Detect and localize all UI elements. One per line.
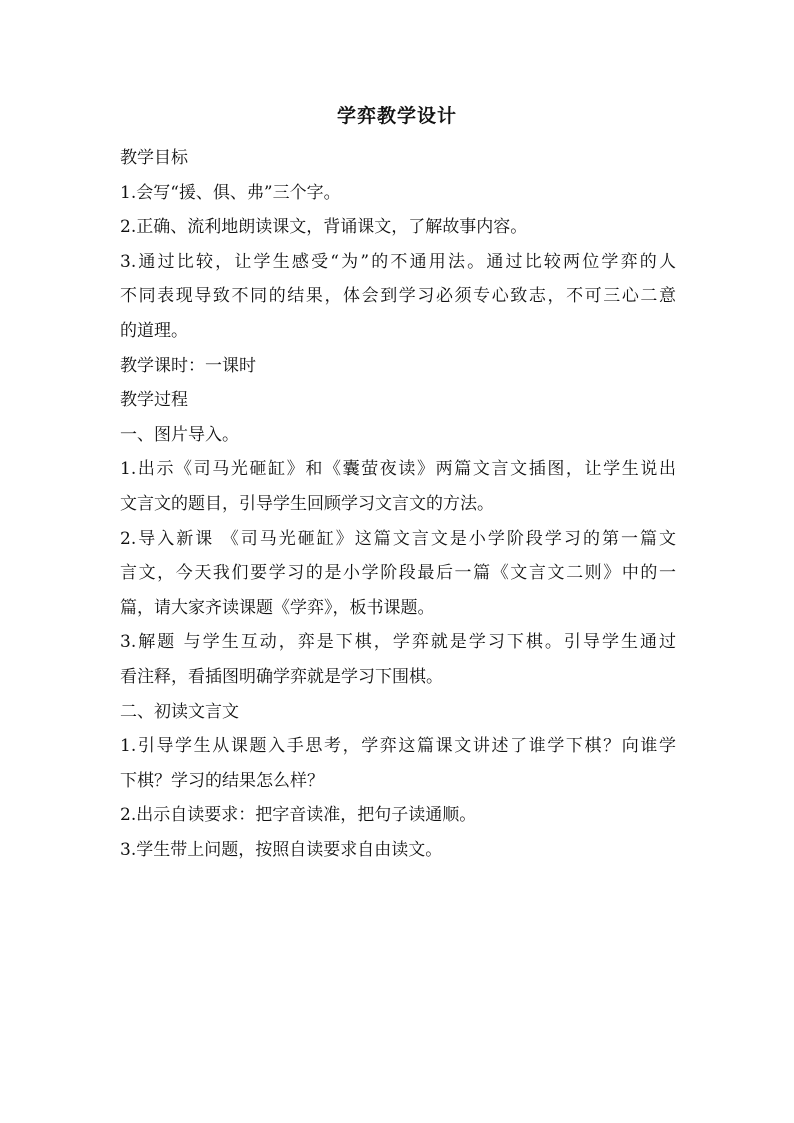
text-line: 教学目标 (120, 148, 188, 168)
text-line: 2.导入新课 《司马光砸缸》这篇文言文是小学阶段学习的第一篇文 (120, 528, 676, 549)
text-line: 文言文的题目，引导学生回顾学习文言文的方法。 (120, 493, 494, 514)
text-line: 2.出示自读要求：把字音读准，把句子读通顺。 (120, 805, 477, 826)
text-line: 教学课时：一课时 (120, 355, 256, 376)
text-line: 2.正确、流利地朗读课文，背诵课文，了解故事内容。 (120, 217, 528, 238)
text-line: 1.出示《司马光砸缸》和《囊萤夜读》两篇文言文插图，让学生说出 (120, 459, 676, 480)
text-line: 篇，请大家齐读课题《学弈》，板书课题。 (120, 597, 435, 618)
text-line: 言文，今天我们要学习的是小学阶段最后一篇《文言文二则》中的一 (120, 563, 676, 584)
text-line: 看注释，看插图明确学弈就是学习下围棋。 (120, 666, 443, 687)
text-line: 3.解题 与学生互动，弈是下棋，学弈就是学习下棋。引导学生通过 (120, 632, 676, 653)
text-line: 的道理。 (120, 320, 188, 341)
text-line: 一、图片导入。 (120, 424, 239, 445)
text-line: 1.引导学生从课题入手思考，学弈这篇课文讲述了谁学下棋？向谁学 (120, 736, 676, 757)
text-line: 教学过程 (120, 390, 188, 411)
text-line: 3.学生带上问题，按照自读要求自由读文。 (120, 839, 443, 860)
text-line: 3.通过比较，让学生感受“为”的不通用法。通过比较两位学弈的人 (120, 251, 676, 272)
text-line: 1.会写“援、俱、弗”三个字。 (120, 182, 341, 203)
document-title: 学弈教学设计 (336, 105, 457, 127)
text-line: 二、初读文言文 (120, 701, 239, 722)
text-line: 下棋？学习的结果怎么样？ (120, 770, 324, 791)
text-line: 不同表现导致不同的结果，体会到学习必须专心致志，不可三心二意 (120, 286, 676, 307)
document-body (120, 141, 676, 867)
